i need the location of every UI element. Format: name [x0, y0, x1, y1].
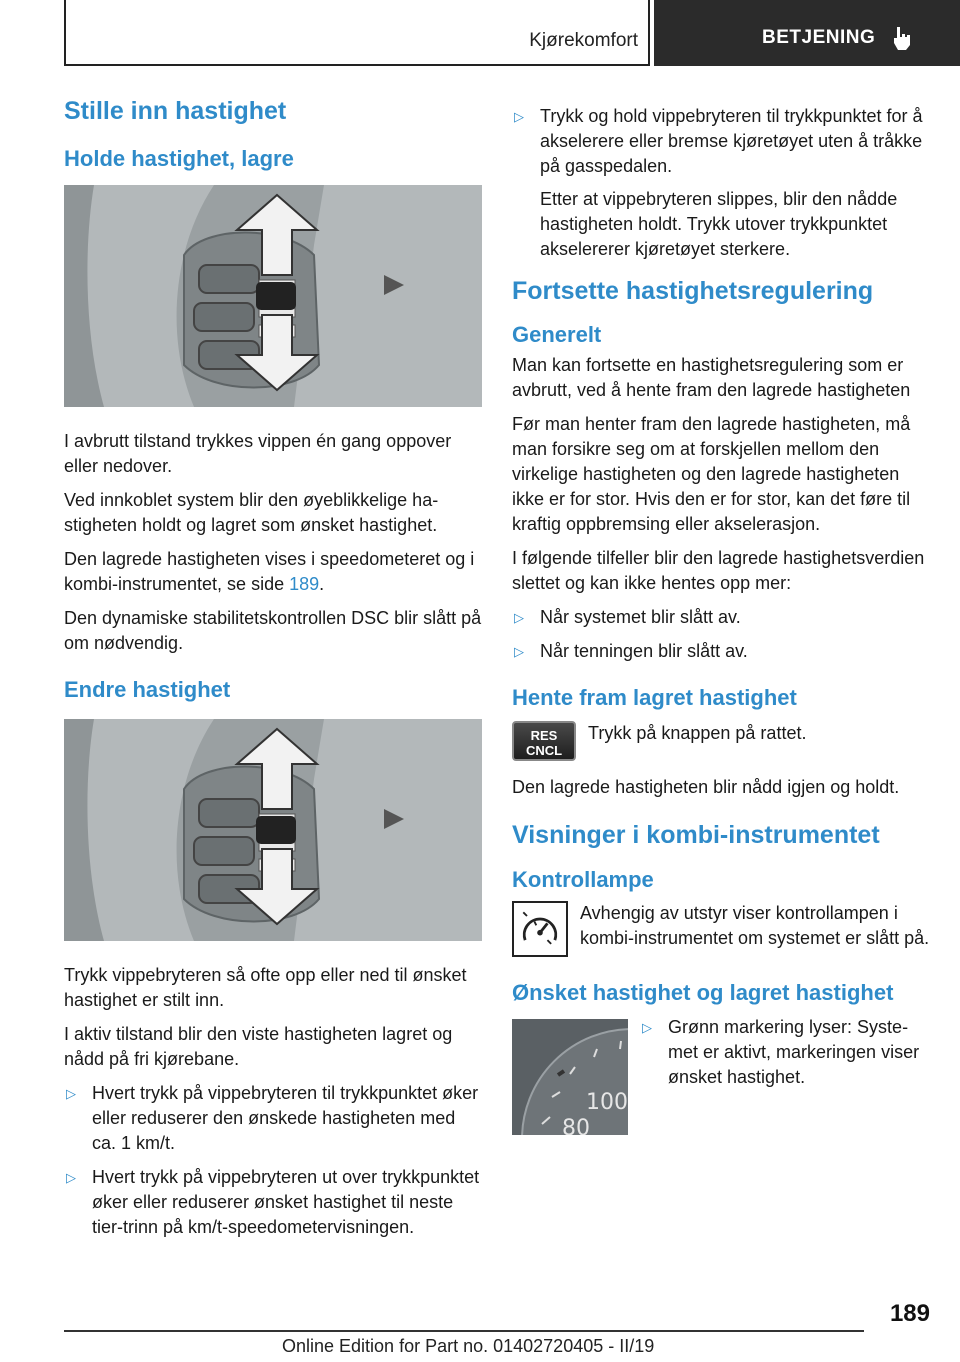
bullet-list: [640, 1015, 930, 1099]
paragraph: I avbrutt tilstand trykkes vippen én gang oppover eller nedover.: [64, 430, 452, 476]
triangle-bullet-icon: ▷: [66, 1170, 76, 1186]
heading-desired-speed: Ønsket hastighet og lagret hastighet: [512, 980, 894, 1005]
speedo-label-80: 80: [562, 1115, 590, 1135]
page-header: [0, 0, 960, 66]
paragraph: I følgende tilfeller blir den lagrede hastighetsverdien slettet og kan ikke hentes opp mer:: [512, 547, 925, 593]
speedometer-marker-image: [512, 1019, 628, 1135]
heading-change-speed: Endre hastighet: [64, 676, 231, 702]
paragraph: Man kan fortsette en hastighetsregulering som er avbrutt, ved å hente fram den lagrede hastigheten: [512, 354, 911, 400]
page-link[interactable]: 189: [289, 573, 320, 594]
left-column: [64, 96, 482, 1249]
right-column: [512, 104, 932, 1149]
triangle-bullet-icon: ▷: [642, 1019, 652, 1035]
heading-fetch-stored-speed: Hente fram lagret hastighet: [512, 684, 797, 710]
list-item: [640, 1015, 930, 1090]
paragraph: Ved innkoblet system blir den øyeblikkelige hastigheten holdt og lagret som ønsket hastighet.: [64, 489, 439, 535]
page-number: 189: [889, 1300, 930, 1327]
paragraph: Før man henter fram den lagrede hastigheten, må man forsikre seg om at forskjellen mellom den virkelige hastigheten og den lagrede hastigheten ikke er for stor. Hvis den er for stor, kan det føre til kraftig oppbremsing eller akselerasjon.: [512, 413, 911, 534]
lamp-description: Avhengig av utstyr viser kontrollampen i kombi-instrumentet om systemet er slått på.: [580, 903, 930, 948]
lamp-row: [512, 901, 932, 957]
heading-set-speed: Stille inn hastighet: [64, 97, 287, 125]
list-item-text: Hvert trykk på vippebryteren ut over trykkpunktet øker eller reduserer ønsket hastighet til neste tier-trinn på km/t-speedometervisningen.: [92, 1167, 480, 1238]
cruise-control-lamp-icon: [512, 901, 568, 957]
res-label: RES: [530, 728, 558, 744]
paragraph: [64, 547, 482, 597]
triangle-bullet-icon: ▷: [514, 109, 524, 124]
paragraph: Den lagrede hastigheten blir nådd igjen og holdt.: [512, 777, 900, 798]
footer-divider: [64, 1330, 864, 1332]
heading-indicator-lamp: Kontrollampe: [512, 866, 654, 892]
heading-displays: Visninger i kombi-instrumentet: [512, 821, 880, 850]
hand-pointer-icon: [889, 25, 915, 51]
steering-wheel-rocker-figure: [64, 185, 482, 407]
triangle-bullet-icon: ▷: [514, 643, 524, 659]
list-item-text: Hvert trykk på vippebryteren til trykkpunktet øker eller reduserer den ønskede hastigheten med ca. 1 km/t.: [92, 1083, 479, 1154]
list-item-text: Når systemet blir slått av.: [540, 606, 741, 627]
list-item: [64, 1081, 482, 1156]
list-item-text: Trykk og hold vippebryteren til trykkpunktet for å akselerere eller bremse kjøretøyet uten å tråkke på gasspedalen.: [540, 106, 923, 176]
speedo-label-100: 100: [586, 1089, 628, 1115]
list-item: [512, 605, 932, 630]
edition-text: Online Edition for Part no. 01402720405 - II/19: [282, 1336, 655, 1356]
text: .: [319, 573, 325, 594]
cncl-label: CNCL: [525, 743, 563, 759]
list-item-text: Grønn markering lyser: Systemet er aktivt, markeringen viser ønsket hastighet.: [668, 1016, 920, 1087]
fetch-instruction: Trykk på knappen på rattet.: [588, 723, 807, 744]
heading-general: Generelt: [512, 322, 602, 348]
triangle-bullet-icon: ▷: [66, 1086, 76, 1102]
chapter-title: BETJENING: [762, 27, 876, 48]
list-item: [64, 1165, 482, 1240]
section-title: Kjørekomfort: [529, 30, 638, 51]
section-tab: [64, 0, 650, 66]
speedo-row: [512, 1016, 932, 1135]
text: Den lagrede hastigheten vises i speedometeret og i kombi-instrumentet, se side: [64, 548, 475, 594]
bullet-list: [64, 1081, 482, 1240]
heading-resume-cruise: Fortsette hastighetsregulering: [512, 277, 874, 305]
list-item-text: Når tenningen blir slått av.: [540, 640, 748, 661]
heading-hold-speed: Holde hastighet, lagre: [64, 146, 294, 172]
bullet-list: [512, 104, 932, 262]
paragraph: Den dynamiske stabilitetskontrollen DSC blir slått på om nødvendig.: [64, 607, 482, 653]
res-cncl-row: [512, 721, 932, 761]
res-cncl-button-icon: [512, 721, 576, 761]
bullet-list: [512, 605, 932, 664]
list-item: [512, 104, 932, 262]
paragraph: Trykk vippebryteren så ofte opp eller ned til ønsket hastighet er stilt inn.: [64, 965, 467, 1011]
paragraph: I aktiv tilstand blir den viste hastigheten lagret og nådd på fri kjørebane.: [64, 1024, 453, 1070]
list-item: [512, 639, 932, 664]
steering-wheel-rocker-figure: [64, 719, 482, 941]
triangle-bullet-icon: ▷: [514, 609, 524, 625]
list-item-paragraph: Etter at vippebryteren slippes, blir den nådde hastigheten holdt. Trykk utover trykkpunktet akselererer kjøretøyet sterkere.: [540, 189, 898, 259]
chapter-tab: [654, 0, 960, 66]
